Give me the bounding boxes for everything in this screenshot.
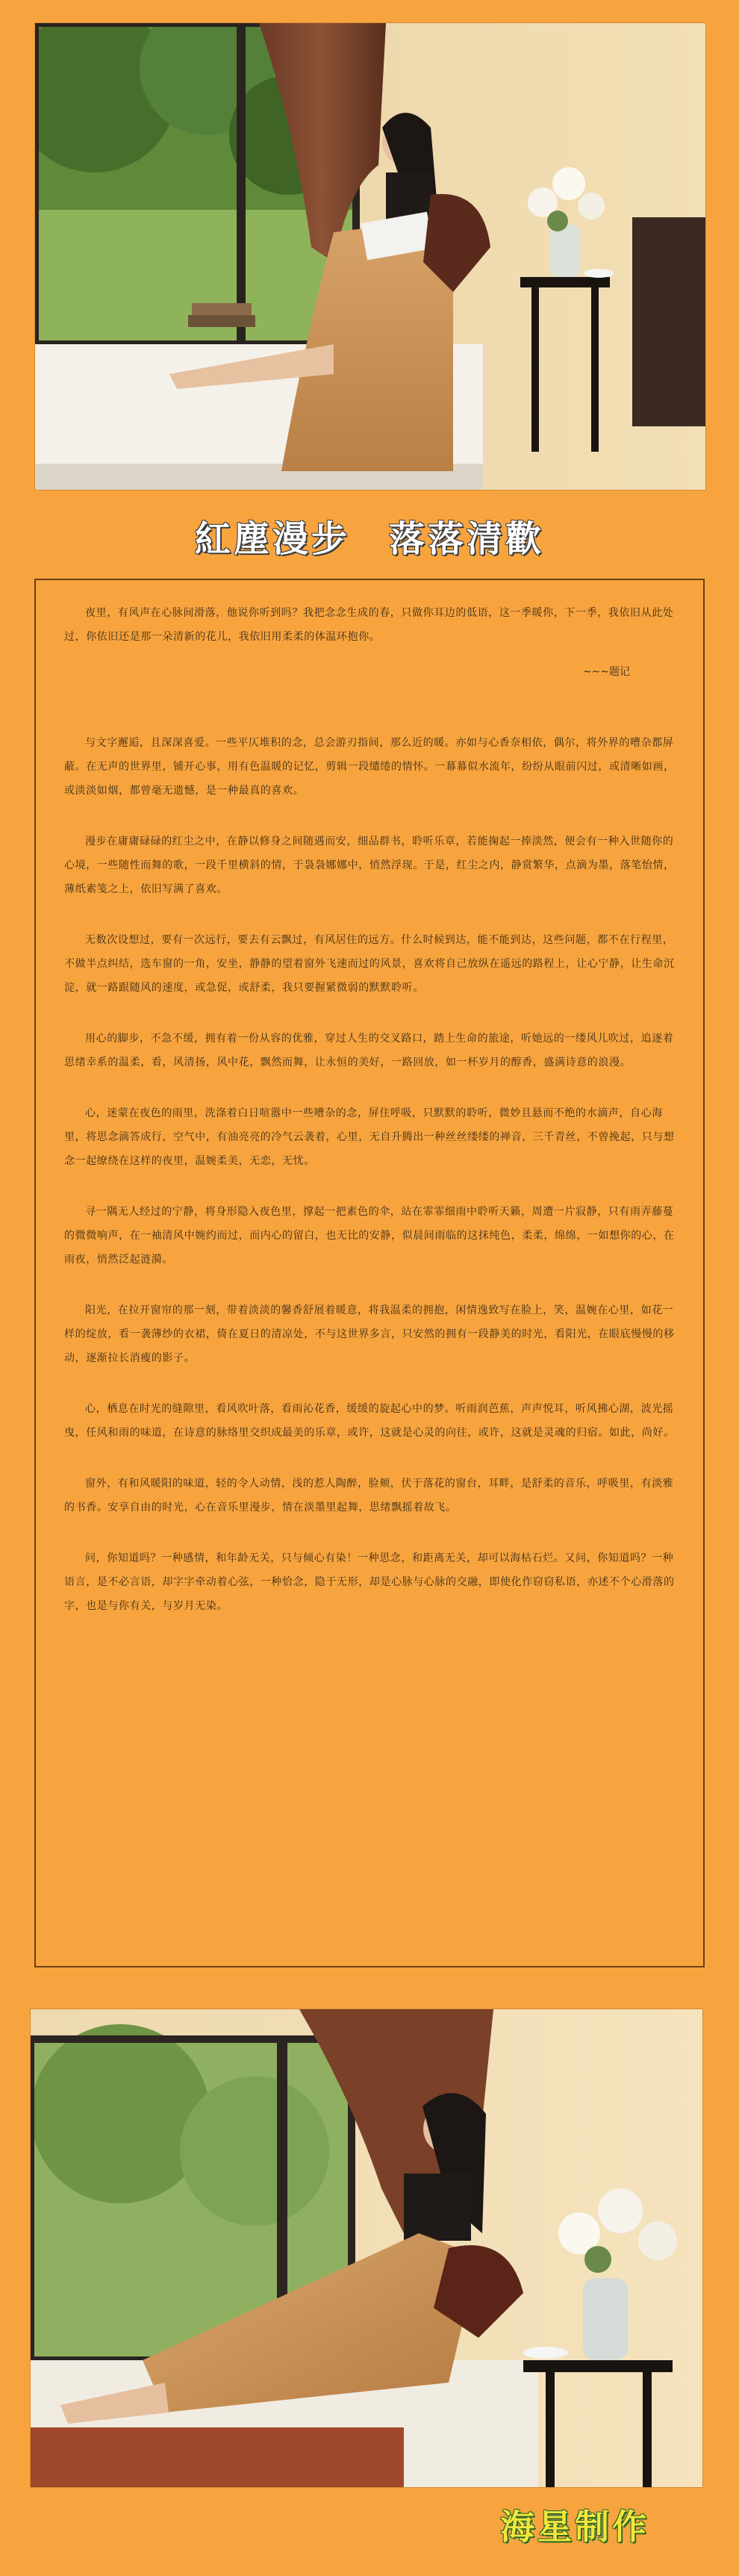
article-text-box [34, 579, 705, 1967]
page-title: 紅塵漫步 落落清歡 [194, 518, 544, 560]
opening-paragraph: 夜里，有风声在心脉间滑落，他说你听到吗？我把念念生成的春，只做你耳边的低语，这一季暖你，下一季，我依旧从此处过，你依旧还是那一朵清新的花儿，我依旧用柔柔的体温环抱你。 [64, 607, 674, 643]
article-paragraph-3: 无数次设想过，要有一次远行，要去有云飘过，有风居住的远方。什么时候到达，能不能到达，这些问题，都不在行程里，不做半点纠结，选车窗的一角，安坐，静静的望着窗外飞速而过的风景，喜欢将自己放纵在遥远的路程上，让心宁静，让生命沉淀，就一路跟随风的速度，或急促，或舒柔，我只要握紧微弱的默默聆听。 [64, 934, 675, 994]
article-paragraph-1: 与文字邂逅，且深深喜爱。一些平仄堆积的念，总会游刃指间，那么近的暖。亦如与心香奈相依，偶尔，将外界的嘈杂都屏蔽。在无声的世界里，铺开心事，用有色温暖的记忆，剪辑一段缱绻的情怀。一幕幕似水流年，纷纷从眼前闪过，或清晰如画，或淡淡如烟，都曾毫无遗憾，是一种最真的喜欢。 [64, 737, 675, 797]
top-photo [34, 22, 706, 491]
top-photo-illustration [35, 23, 705, 490]
article-paragraph-6: 寻一隅无人经过的宁静，将身形隐入夜色里，撑起一把素色的伞，站在霏霏细雨中聆听天籁，周遭一片寂静，只有雨弄藤蔓的微微响声，在一袖清风中婉约而过，而内心的留白，也无比的安静，似晨间雨临的这抹纯色，柔柔，绵绵，一如想你的心，在雨夜，悄然泛起涟漪。 [64, 1206, 675, 1266]
article-paragraph-8: 心，栖息在时光的缝隙里，看风吹叶落，看雨沁花香，缓缓的旋起心中的梦。听雨润芭蕉，声声悦耳，听风拂心湖，波光摇曳，任风和雨的味道，在诗意的脉络里交织成最美的乐章，或许，这就是心灵的向往，或许，这就是灵魂的归宿。如此，尚好。 [64, 1403, 675, 1439]
article-paragraph-7: 阳光，在拉开窗帘的那一刻，带着淡淡的馨香舒展着暖意，将我温柔的拥抱，闲情逸致写在脸上，笑，温婉在心里，如花一样的绽放，看一袭薄纱的衣裙，倚在夏日的清凉处，不与这世界多言，只安然的拥有一段静美的时光，看阳光，在眼底慢慢的移动，逐渐拉长消瘦的影子。 [64, 1304, 675, 1364]
bottom-photo-illustration [31, 2009, 702, 2487]
article-paragraph-10: 问，你知道吗？一种感情，和年龄无关，只与倾心有染！一种思念，和距离无关，却可以海枯石烂。又问，你知道吗？一种语言，是不必言语，却字字牵动着心弦，一种恰念，隐于无形，却是心脉与心脉的交融，即使化作窃窃私语，亦述不个心滑落的字，也是与你有关，与岁月无染。 [64, 1552, 675, 1612]
article-paragraph-4: 用心的脚步，不急不缓，拥有着一份从容的优雅，穿过人生的交叉路口，踏上生命的旅途，听她远的一缕风儿吹过，追逐着思绪幸系的温柔，看，风清扬，风中花，飘然而舞，让永恒的美好，一路回放，如一杯岁月的醇香，盛满诗意的浪漫。 [64, 1033, 674, 1068]
article-paragraph-5: 心，迷蒙在夜色的雨里，洗涤着白日喧嚣中一些嘈杂的念，屏住呼吸，只默默的聆听，微妙且悬而不绝的水滴声，自心海里，将思念滴答成行，空气中，有油亮亮的冷气云袭着，心里，无自升腾出一种丝丝缕缕的禅音，三千青丝，不曾挽起，只与想念一起缭绕在这样的夜里，温婉柔美，无恋，无忧。 [64, 1107, 675, 1167]
article-paragraph-2: 漫步在庸庸碌碌的红尘之中，在静以修身之间随遇而安，细品群书，聆听乐章，若能掬起一捧淡然，便会有一种入世随你的心境，一些随性而舞的歌，一段千里横斜的情，于袅袅娜娜中，悄然浮现。于是，红尘之内，静赏繁华，点滴为墨，落笔怡情，薄纸素笺之上，依旧写满了喜欢。 [64, 836, 675, 895]
bottom-photo [30, 2009, 703, 2488]
article-paragraph-9: 窗外，有和风暖阳的味道，轻的令人动情，浅的惹人陶醉，脸颊，伏于落花的窗台，耳畔，是舒柔的音乐，呼吸里，有淡雅的书香。安享自由的时光，心在音乐里漫步，情在淡墨里起舞，思绪飘摇着故飞。 [64, 1478, 674, 1513]
signature: ~~~题记 [582, 666, 630, 678]
footer-credit: 海星制作 [500, 2507, 649, 2547]
